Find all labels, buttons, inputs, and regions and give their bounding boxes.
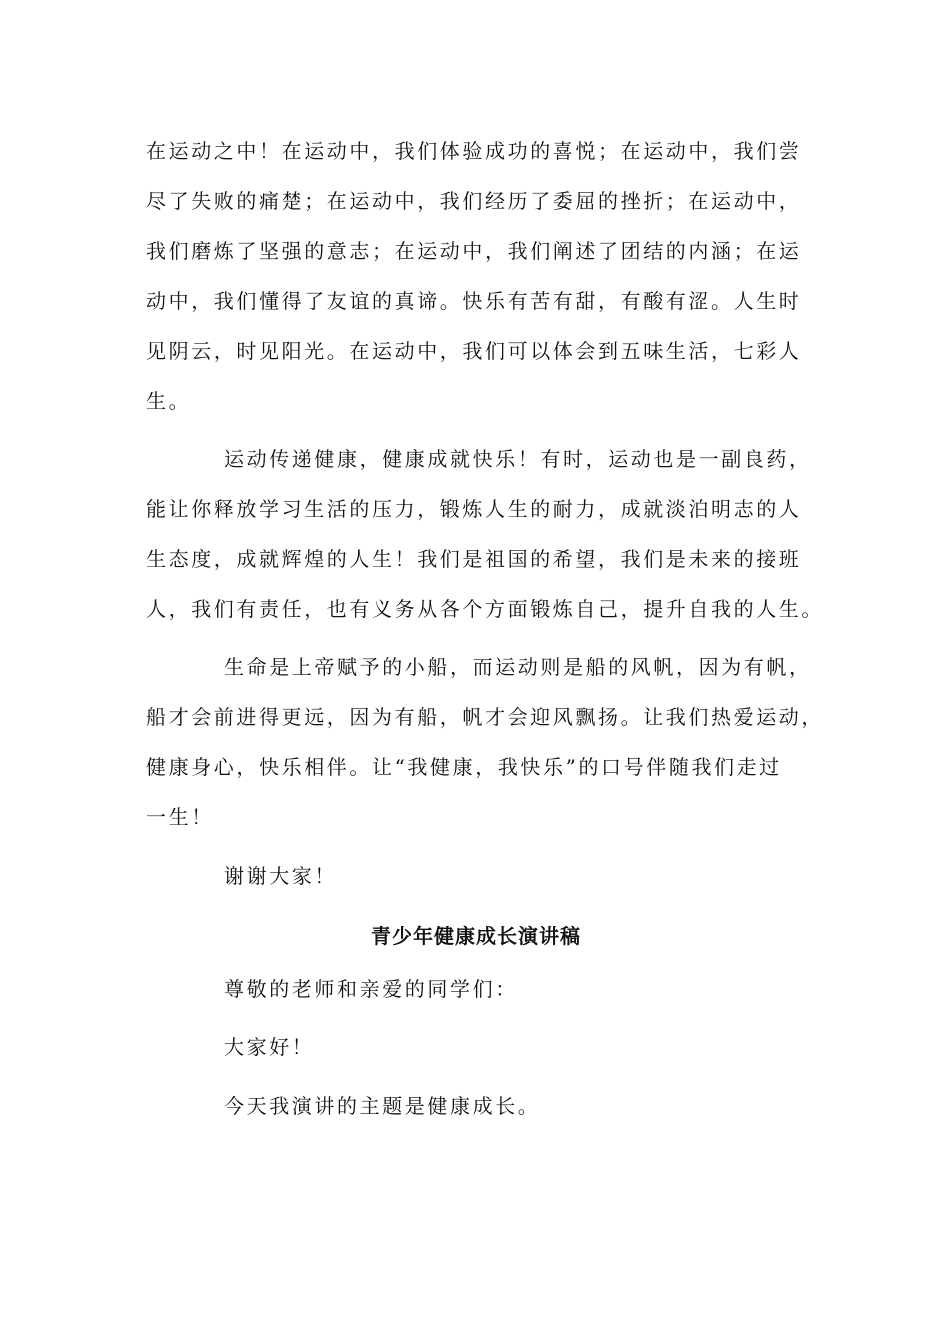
paragraph-2-line-2: 能让你释放学习生活的压力，锻炼人生的耐力，成就淡泊明志的人 [146,497,802,521]
paragraph-1-line-6: 生。 [146,389,192,413]
paragraph-1-line-4: 动中，我们懂得了友谊的真谛。快乐有苦有甜，有酸有涩。人生时 [146,289,802,313]
greeting-line: 大家好！ [224,1035,315,1059]
paragraph-3-line-3: 健康身心，快乐相伴。让“我健康，我快乐”的口号伴随我们走过 [146,755,782,779]
topic-line: 今天我演讲的主题是健康成长。 [224,1094,541,1118]
paragraph-1-line-3: 我们磨炼了坚强的意志；在运动中，我们阐述了团结的内涵；在运 [146,239,802,263]
paragraph-1-line-5: 见阴云，时见阳光。在运动中，我们可以体会到五味生活，七彩人 [146,339,802,363]
paragraph-1-line-1: 在运动之中！在运动中，我们体验成功的喜悦；在运动中，我们尝 [146,139,802,163]
paragraph-2-line-3: 生态度，成就辉煌的人生！我们是祖国的希望，我们是未来的接班 [146,547,802,571]
salutation-line: 尊敬的老师和亲爱的同学们： [224,977,518,1001]
paragraph-3-line-1: 生命是上帝赋予的小船，而运动则是船的风帆，因为有帆， [224,655,812,679]
paragraph-1-line-2: 尽了失败的痛楚；在运动中，我们经历了委屈的挫折；在运动中， [146,189,802,213]
paragraph-2-line-4: 人，我们有责任，也有义务从各个方面锻炼自己，提升自我的人生。 [146,597,824,621]
section-title: 青少年健康成长演讲稿 [371,924,581,948]
paragraph-3-line-2: 船才会前进得更远，因为有船，帆才会迎风飘扬。让我们热爱运动， [146,705,824,729]
thanks-line: 谢谢大家！ [224,864,337,888]
paragraph-3-line-4: 一生！ [146,805,214,829]
paragraph-2-line-1: 运动传递健康，健康成就快乐！有时，运动也是一副良药， [224,447,812,471]
